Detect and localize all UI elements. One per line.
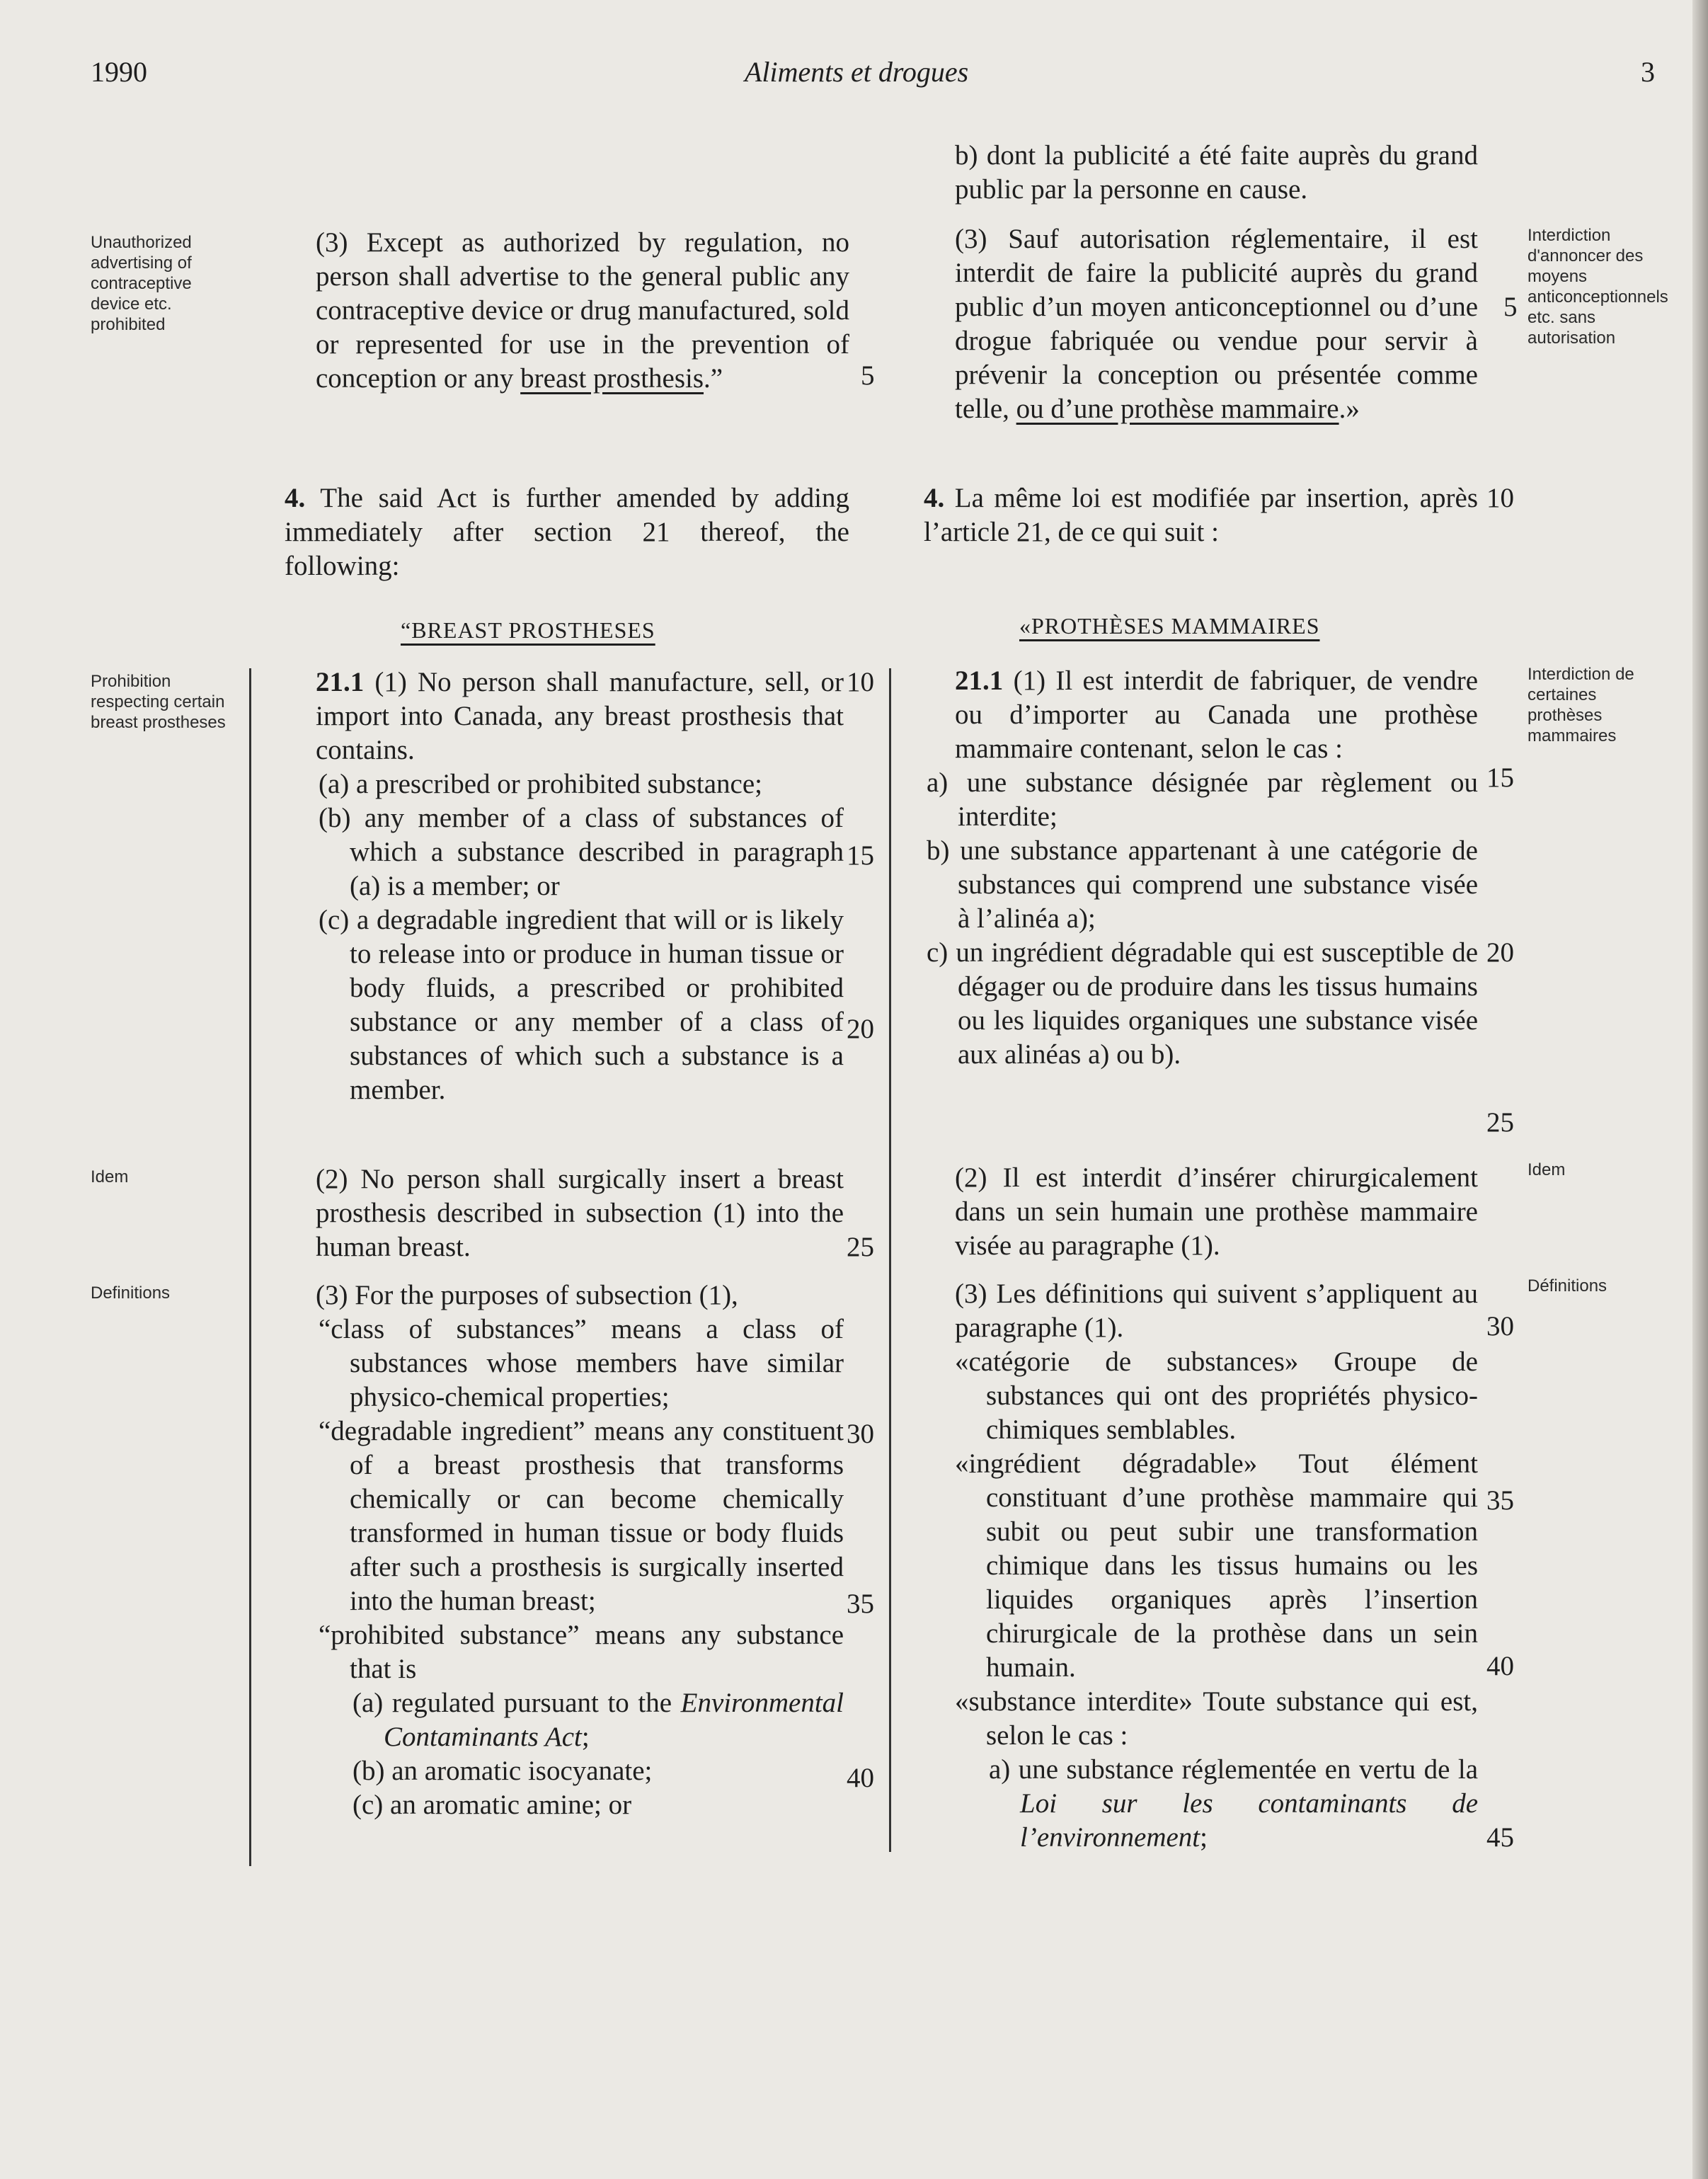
line-number-fr-10: 10	[1486, 483, 1514, 513]
line-number-fr-20: 20	[1486, 937, 1514, 968]
french-item-b: b) une substance appartenant à une catégorie de substances qui comprend une substance visée à l’alinéa a);	[927, 835, 1478, 934]
english-pa-end: ;	[581, 1722, 590, 1752]
english-pa-act: Environmental Contaminants Act	[384, 1688, 844, 1752]
french-s3-end: .»	[1339, 394, 1360, 424]
line-number-en-10: 10	[847, 667, 874, 697]
french-heading: «PROTHÈSES MAMMAIRES	[1019, 613, 1320, 639]
marginal-note-unauthorized: Unauthorized advertising of contraceptive device etc. prohibited	[91, 233, 192, 334]
marginal-note-idem-fr: Idem	[1528, 1160, 1566, 1179]
marginal-note-interdiction-protheses: Interdiction de certaines prothèses mammaires	[1528, 665, 1634, 745]
french-pa-text: a) une substance réglementée en vertu de la	[989, 1754, 1478, 1785]
french-s3b	[924, 1277, 1478, 1855]
french-s21	[924, 664, 1478, 1072]
english-s3b-text: (3) For the purposes of subsection (1),	[316, 1280, 738, 1310]
french-s21-number: 21.1	[955, 665, 1004, 696]
english-s21-number: 21.1	[316, 667, 365, 697]
french-b-cont	[924, 139, 1478, 207]
english-s2	[285, 1162, 844, 1264]
french-item-c: c) un ingrédient dégradable qui est susceptible de dégager ou de produire dans les tissus humains ou les liquides organiques une substance visée aux alinéas a) ou b).	[927, 937, 1478, 1070]
marginal-note-interdiction-annoncer: Interdiction d'annoncer des moyens anticonceptionnels etc. sans autorisation	[1528, 226, 1668, 348]
english-s3	[285, 226, 849, 396]
english-item-c: (c) a degradable ingredient that will or is likely to release into or produce in human tissue or body fluids, a prescribed or prohibited substance or any member of a class of substances of which such a substance is a member.	[319, 905, 844, 1105]
header-year: 1990	[91, 56, 147, 88]
english-def-prohibited: “prohibited substance” means any substance that is	[319, 1620, 844, 1684]
line-number-fr-25: 25	[1486, 1107, 1514, 1138]
marginal-note-idem-en: Idem	[91, 1167, 129, 1186]
english-s3-end: .”	[704, 363, 723, 394]
english-s4-number: 4.	[285, 483, 306, 513]
french-item-a: a) une substance désignée par règlement ou interdite;	[927, 767, 1478, 832]
line-number-fr-45: 45	[1486, 1822, 1514, 1853]
line-number-fr-30: 30	[1486, 1311, 1514, 1342]
french-def-categorie: «catégorie de substances» Groupe de substances qui ont des propriétés physico-chimiques semblables.	[955, 1346, 1478, 1445]
french-def-ingredient: «ingrédient dégradable» Tout élément constituant d’une prothèse mammaire qui subit ou peut subir une transformation chimique dans les tissus humains ou les liquides organiques après l’insertion chirurgicale de la prothèse dans un sein humain.	[955, 1448, 1478, 1683]
english-item-b: (b) any member of a class of substances of which a substance described in paragraph (a) is a member; or	[319, 803, 844, 901]
english-s3-text: (3) Except as authorized by regulation, no person shall advertise to the general public any contraceptive device or drug manufactured, sold or represented for use in the prevention of conception or any	[316, 227, 849, 394]
marginal-note-definitions-fr: Définitions	[1528, 1276, 1607, 1296]
page-number: 3	[1641, 56, 1655, 88]
english-heading: “BREAST PROSTHESES	[401, 617, 655, 643]
english-def-degradable: “degradable ingredient” means any constituent of a breast prosthesis that transforms chemically or can become chemically transformed in human tissue or body fluids after such a prosthesis is surgically inserted into the human breast;	[319, 1416, 844, 1616]
english-s4-text: The said Act is further amended by adding immediately after section 21 thereof, the following:	[285, 483, 849, 581]
header-title: Aliments et drogues	[745, 56, 969, 88]
french-s3b-text: (3) Les définitions qui suivent s’appliquent au paragraphe (1).	[955, 1279, 1478, 1343]
line-number-fr-35: 35	[1486, 1485, 1514, 1516]
english-s3-underlined: breast prosthesis	[520, 363, 704, 394]
english-s3b	[285, 1279, 844, 1822]
line-number-en-35: 35	[847, 1589, 874, 1619]
french-s4-number: 4.	[924, 483, 945, 513]
english-def-prohibited-c: (c) an aromatic amine; or	[353, 1790, 632, 1820]
english-def-class: “class of substances” means a class of substances whose members have similar physico-chemical properties;	[319, 1314, 844, 1412]
line-number-en-25: 25	[847, 1232, 874, 1262]
french-s4	[893, 481, 1478, 549]
marginal-note-definitions-en: Definitions	[91, 1283, 171, 1303]
french-def-interdite: «substance interdite» Toute substance qui est, selon le cas :	[955, 1686, 1478, 1751]
french-pa-end: ;	[1200, 1822, 1208, 1853]
english-pa-label: (a)	[353, 1688, 384, 1718]
center-column-rule	[889, 668, 891, 1852]
french-def-interdite-a	[958, 1753, 1478, 1855]
line-number-en-40: 40	[847, 1763, 874, 1793]
marginal-note-prohibition: Prohibition respecting certain breast prostheses	[91, 672, 226, 732]
line-number-fr-15: 15	[1486, 762, 1514, 793]
line-number-en-30: 30	[847, 1419, 874, 1449]
french-b-cont-text: b) dont la publicité a été faite auprès du grand public par la personne en cause.	[955, 140, 1478, 205]
french-pa-loi: Loi sur les contaminants de l’environnement	[1020, 1788, 1478, 1853]
page-edge-shadow	[1692, 0, 1708, 2179]
french-s3-text: (3) Sauf autorisation réglementaire, il est interdit de faire la publicité auprès du grand public d’un moyen anticonceptionnel ou d’une drogue fabriquée ou vendue pour servir à prévenir la conception ou présentée comme telle,	[955, 224, 1478, 424]
english-def-prohibited-b: (b) an aromatic isocyanate;	[353, 1756, 653, 1786]
french-s3-underlined: ou d’une prothèse mammaire	[1016, 394, 1339, 424]
french-s4-text: La même loi est modifiée par insertion, après l’article 21, de ce qui suit :	[924, 483, 1478, 547]
line-number-fr-40: 40	[1486, 1651, 1514, 1681]
english-s21	[285, 665, 844, 1107]
english-s2-text: (2) No person shall surgically insert a breast prosthesis described in subsection (1) into the human breast.	[316, 1164, 844, 1262]
left-column-rule	[249, 668, 251, 1866]
french-s2	[924, 1161, 1478, 1263]
english-s4	[253, 481, 849, 583]
english-s21-text: (1) No person shall manufacture, sell, or import into Canada, any breast prosthesis that contains.	[316, 667, 844, 765]
line-number-en-5: 5	[861, 360, 875, 391]
french-s21-text: (1) Il est interdit de fabriquer, de vendre ou d’importer au Canada une prothèse mammaire contenant, selon le cas :	[955, 665, 1479, 764]
french-s3	[924, 222, 1478, 426]
english-item-a: (a) a prescribed or prohibited substance;	[319, 769, 763, 799]
english-def-prohibited-a	[285, 1686, 844, 1754]
line-number-en-20: 20	[847, 1014, 874, 1044]
line-number-en-15: 15	[847, 840, 874, 871]
line-number-fr-5: 5	[1503, 292, 1518, 322]
english-pa-text: regulated pursuant to the	[391, 1688, 672, 1718]
french-s2-text: (2) Il est interdit d’insérer chirurgicalement dans un sein humain une prothèse mammaire visée au paragraphe (1).	[955, 1162, 1478, 1261]
